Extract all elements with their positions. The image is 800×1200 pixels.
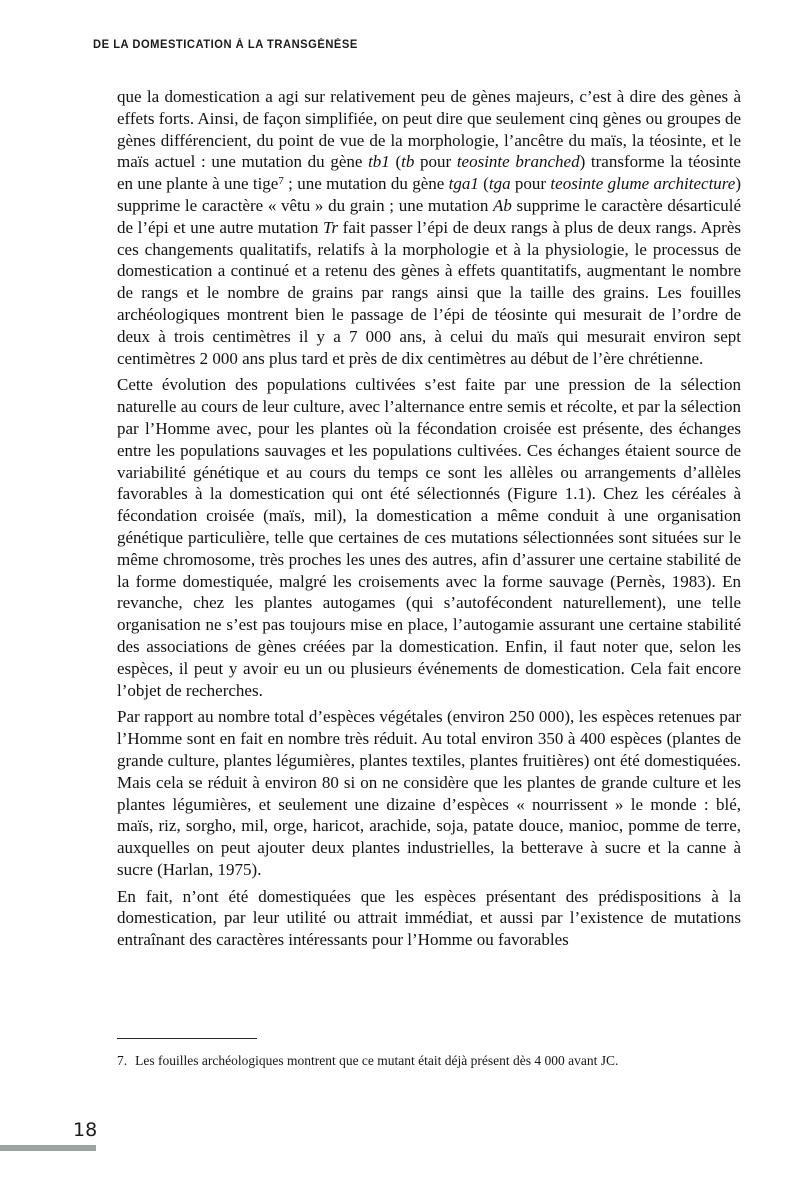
footnote-rule	[117, 1038, 257, 1039]
text-run: que la domestication a agi sur relativement peu de gènes majeurs, c’est à dire des gènes à effets forts. Ainsi, de façon simplifiée, on peut dire que seulement cinq gènes ou groupes de gènes différencient, du point de vue de la morphologie, l’ancêtre du maïs, la téosinte, et le maïs actuel : une mutation du gène	[117, 87, 741, 172]
text-run: Par rapport au nombre total d’espèces végétales (environ 250 000), les espèces retenues par l’Homme sont en fait en nombre très réduit. Au total environ 350 à 400 espèces (plantes de grande culture, plantes légumières, plantes textiles, plantes fruitières) ont été domestiquées. Mais cela se réduit à environ 80 si on ne considère que les plantes de grande culture et les plantes légumières, et seulement une dizaine d’espèces « nourrissent » le monde : blé, maïs, riz, sorgho, mil, orge, haricot, arachide, soja, patate douce, manioc, pomme de terre, auxquelles on peut ajouter deux plantes industrielles, la betterave à sucre et la canne à sucre (Harlan, 1975).	[117, 707, 741, 879]
footer-accent-bar	[0, 1145, 96, 1151]
gene-name-italic: tga	[488, 174, 511, 194]
running-header: DE LA DOMESTICATION À LA TRANSGÉNÈSE	[93, 39, 358, 51]
paragraph	[117, 374, 741, 701]
gene-name-italic: tb	[401, 152, 415, 172]
text-run: (	[478, 174, 489, 194]
footnote-text: Les fouilles archéologiques montrent que ce mutant était déjà présent dès 4 000 avant JC.	[135, 1053, 619, 1068]
text-run: pour	[510, 174, 551, 194]
text-run: (	[389, 152, 402, 172]
paragraph	[117, 706, 741, 880]
paragraph	[117, 86, 741, 369]
gene-name-italic: tga1	[448, 174, 479, 194]
footnote-ref: 7	[278, 175, 284, 188]
footnote-number: 7.	[117, 1053, 128, 1068]
text-run: supprime le caractère désarticulé de l’épi et une autre mutation	[117, 195, 742, 237]
page-body-text	[117, 86, 741, 956]
footnote-block	[117, 1038, 741, 1069]
paragraph	[117, 886, 741, 951]
text-run: ) supprime le caractère « vêtu » du grain ; une mutation	[117, 174, 741, 215]
gene-name-italic: Ab	[493, 195, 512, 215]
text-run: En fait, n’ont été domestiquées que les espèces présentant des prédispositions à la domestication, par leur utilité ou attrait immédiat, et aussi par l’existence de mutations entraînant des caractères intéressants pour l’Homme ou favorables	[117, 886, 741, 950]
text-run: Cette évolution des populations cultivées s’est faite par une pression de la sélection naturelle au cours de leur culture, avec l’alternance entre semis et récolte, et par la sélection par l’Homme avec, pour les plantes où la fécondation croisée est présente, des échanges entre les populations sauvages et les populations cultivées. Ces échanges étaient source de variabilité génétique et au cours du temps ce sont les allèles ou arrangements d’allèles favorables à la domestication qui ont été sélectionnés (Figure 1.1). Chez les céréales à fécondation croisée (maïs, mil), la domestication a même conduit à une organisation génétique particulière, telle que certaines de ces mutations sélectionnées sont situées sur le même chromosome, très proches les unes des autres, afin d’assurer une certaine stabilité de la forme domestiquée, malgré les croisements avec la forme sauvage (Pernès, 1983). En revanche, chez les plantes autogames (qui s’autofécondent naturellement), une telle organisation ne s’est pas toujours mise en place, l’autogamie assurant une certaine stabilité des associations de gènes créées par la domestication. Enfin, il faut noter que, selon les espèces, il peut y avoir eu un ou plusieurs événements de domestication. Cela fait encore l’objet de recherches.	[117, 375, 741, 700]
gene-name-italic: tb1	[368, 152, 390, 172]
text-run: ) transforme la téosinte en une plante à une tige	[117, 152, 741, 194]
text-run: ; une mutation du gène	[283, 174, 449, 194]
gene-name-italic: teosinte branched	[456, 152, 580, 172]
gene-name-italic: Tr	[322, 217, 339, 237]
page-number: 18	[73, 1119, 98, 1141]
footnote	[117, 1052, 741, 1069]
text-run: pour	[414, 152, 457, 172]
gene-name-italic: teosinte glume architecture	[550, 174, 736, 194]
text-run: fait passer l’épi de deux rangs à plus de deux rangs. Après ces changements qualitatifs, relatifs à la morphologie et à la physiologie, le processus de domestication a continué et a retenu des gènes à effets quantitatifs, augmentant le nombre de rangs et le nombre de grains par rangs ainsi que la taille des grains. Les fouilles archéologiques montrent bien le passage de l’épi de téosinte qui mesurait de l’ordre de deux à trois centimètres il y a 7 000 ans, à celui du maïs qui mesurait environ sept centimètres 2 000 ans plus tard et près de dix centimètres au début de l’ère chrétienne.	[117, 217, 741, 368]
